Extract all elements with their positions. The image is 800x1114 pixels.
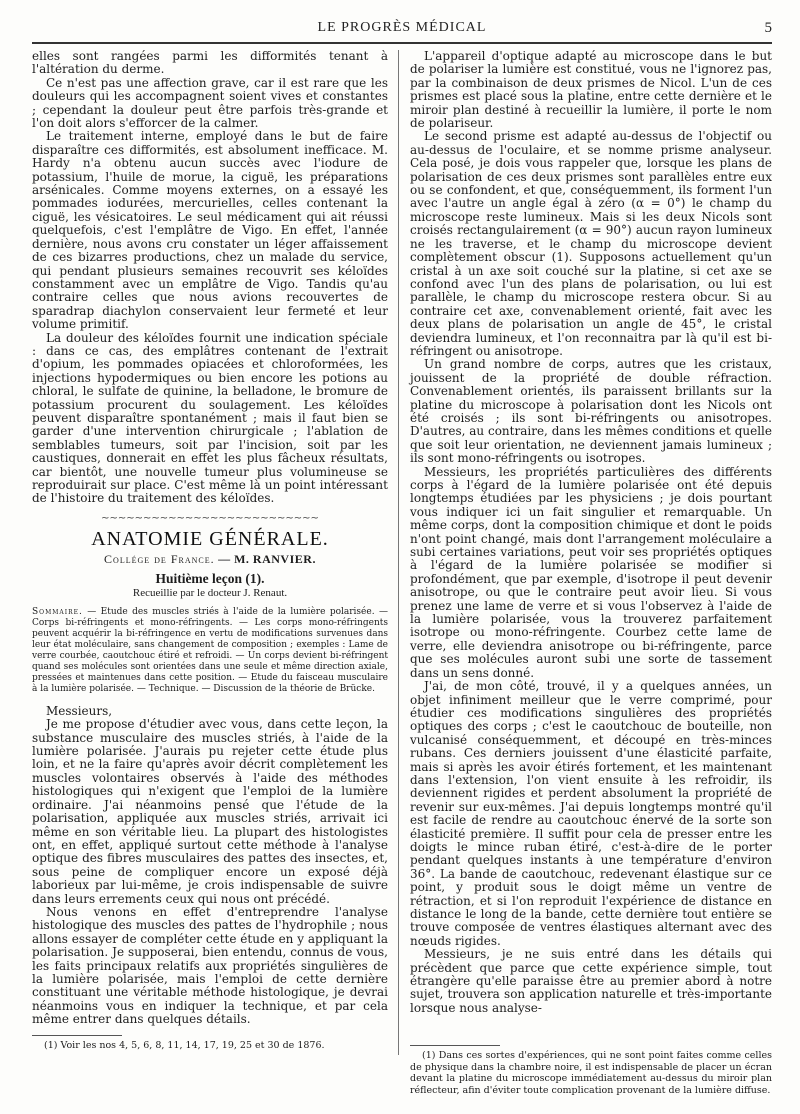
paragraph: Un grand nombre de corps, autres que les cristaux, jouissent de la propriété de double réfraction. Convenablement orientés, ils paraissent brillants sur la platine du microscope à polarisation dont les Nicols ont été croisés ; ils sont bi-réfringents ou anisotropes. D'autres, au contraire, dans les mêmes conditions et quelle que soit leur orientation, ne deviennent jamais lumineux ; ils sont mono-réfringents ou isotropes. bbox=[410, 357, 772, 466]
footnote: (1) Voir les nos 4, 5, 6, 8, 11, 14, 17, 19, 25 et 30 de 1876. bbox=[44, 1039, 325, 1051]
paragraph: Nous venons en effet d'entreprendre l'analyse histologique des muscles des pattes de l'hydrophile ; nous allons essayer de compléter cette étude en y appliquant la polarisation. Je supposerai, bien entendu, connus de vous, les faits principaux relatifs aux propriétés singulières de la lumière polarisée, mais l'emploi de cette dernière constituant une véritable méthode histologique, je devrai néanmoins vous en indiquer la technique, et par cela même entrer dans quelques détails. bbox=[32, 904, 388, 1027]
running-title: LE PROGRÈS MÉDICAL bbox=[317, 20, 487, 35]
right-column bbox=[410, 50, 772, 1096]
paragraph: L'appareil d'optique adapté au microscope dans le but de polariser la lumière est constitué, vous ne l'ignorez pas, par la combinaison de deux prismes de Nicol. L'un de ces prismes est placé sous la platine, entre cette dernière et le miroir plan destiné à recueillir la lumière, il porte le nom de polariseur. bbox=[410, 49, 772, 131]
summary-label: Sommaire. bbox=[32, 606, 83, 617]
professor-name: — M. RANVIER. bbox=[218, 551, 316, 566]
paragraph: Le second prisme est adapté au-dessus de l'objectif ou au-dessus de l'oculaire, et se nomme prisme analyseur. Cela posé, je dois vous rappeler que, lorsque les plans de polarisation de ces deux prismes sont parallèles entre eux ou se confondent, et que, conséquemment, ils forment l'un avec l'autre un angle égal à zéro (α = 0°) le champ du microscope reste lumineux. Mais si les deux Nicols sont croisés rectangulairement (α = 90°) aucun rayon lumineux ne les traverse, et le champ du microscope devient complètement obscur (1). Supposons actuellement qu'un cristal à un axe soit couché sur la platine, si cet axe se confond avec l'un des plans de polarisation, ou lui est parallèle, le champ du microscope restera obcur. Si au contraire cet axe, convenablement orienté, fait avec les deux plans de polarisation un angle de 45°, le cristal deviendra lumineux, et l'on reconnaitra par là qu'il est bi-réfringent ou anisotrope. bbox=[410, 129, 772, 358]
paragraph: Ce n'est pas une affection grave, car il est rare que les douleurs qui les accompagnent soient vives et constantes ; cependant la douleur peut être parfois très-grande et l'on doit alors s'efforcer de la calmer. bbox=[32, 75, 388, 131]
paragraph: J'ai, de mon côté, trouvé, il y a quelques années, un objet infiniment meilleur que le verre comprimé, pour étudier ces modifications singulières des propriétés optiques des corps ; c'est le caoutchouc de bouteille, non vulcanisé conséquemment, et découpé en très-minces rubans. Ces derniers jouissent d'une élasticité parfaite, mais si après les avoir étirés fortement, et les maintenant dans l'extension, l'on vient ensuite à les refroidir, ils deviennent rigides et perdent absolument la propriété de revenir sur eux-mêmes. J'ai depuis longtemps montré qu'il est facile de rendre au caoutchouc énervé de la sorte son élasticité première. Il suffit pour cela de presser entre les doigts le mince ruban étiré, c'est-à-dire de le porter pendant quelques instants à une température d'environ 36°. La bande de caoutchouc, redevenant élastique sur ce point, y produit sous le doigt même un ventre de rétraction, et si l'on reproduit l'expérience de distance en distance le long de la bande, cette dernière tout entière se trouve composée de ventres élastiques alternant avec des nœuds rigides. bbox=[410, 679, 772, 948]
footnote-rule bbox=[410, 1045, 500, 1046]
summary-text: — Etude des muscles striés à l'aide de la lumière polarisée. — Corps bi-réfringents et mono-réfringents. — Les corps mono-réfringents peuvent acquérir la bi-réfringence en vertu de modifications survenues dans leur état moléculaire, sans changement de composition ; exemples : Lame de verre courbée, caoutchouc étiré et refroidi. — Un corps devient bi-réfringent quand ses molécules sont orientées dans une seule et même direction axiale, pressées et maintenues dans cette position. — Etude du faisceau musculaire à la lumière polarisée. — Technique. — Discussion de la théorie de Brücke. bbox=[32, 606, 388, 694]
paragraph: Messieurs, les propriétés particulières des différents corps à l'égard de la lumière polarisée ont été depuis longtemps étudiées par les physiciens ; je dois pourtant vous indiquer ici un fait singulier et remarquable. Un même corps, dont la composition chimique et dont le poids n'ont point changé, mais dont l'arrangement moléculaire a subi certaines variations, peut voir ses propriétés optiques à l'égard de la lumière polarisée se modifier si profondément, que par exemple, d'isotrope il peut devenir anisotrope, ou que le contraire peut avoir lieu. Si vous prenez une lame de verre et si vous l'observez à l'aide de la lumière polarisée, vous la trouverez parfaitement isotrope ou mono-réfringente. Courbez cette lame de verre, elle deviendra anisotrope ou bi-réfringente, parce que ses molécules auront subi une sorte de tassement dans un sens donné. bbox=[410, 464, 772, 680]
section-title: ANATOMIE GÉNÉRALE. bbox=[91, 528, 329, 551]
ornamental-divider: ~~~~~~~~~~~~~~~~~~~~~~~~~~ bbox=[101, 512, 319, 524]
footnote: (1) Dans ces sortes d'expériences, qui ne sont point faites comme celles de physique dans la chambre noire, il est indispensable de placer un écran devant la platine du microscope immédiatement au-dessus du miroir plan réflecteur, afin d'éviter toute complication provenant de la lumière diffuse. bbox=[410, 1050, 772, 1096]
section-subtitle bbox=[32, 553, 388, 566]
paragraph: Le traitement interne, employé dans le but de faire disparaître ces difformités, est absolument inefficace. M. Hardy n'a obtenu aucun succès avec l'iodure de potassium, l'huile de morue, la ciguë, les préparations arsénicales. Comme moyens externes, on a essayé les pommades iodurées, mercurielles, celles contenant la ciguë, les vésicatoires. Le seul médicament qui ait réussi quelquefois, c'est l'emplâtre de Vigo. En effet, l'année dernière, nous avons cru constater un léger affaissement de ces bizarres productions, chez un malade du service, qui pendant plusieurs semaines recouvrit ses kéloïdes constamment avec un emplâtre de Vigo. Tandis qu'au contraire celles que nous avions recouvertes de sparadrap diachylon conservaient leur fermeté et leur volume primitif. bbox=[32, 129, 388, 332]
lecture-title: Huitième leçon (1). bbox=[155, 571, 265, 587]
college-name: Collége de France. bbox=[104, 551, 215, 566]
lecture-summary bbox=[32, 607, 388, 695]
footnote-rule bbox=[32, 1035, 122, 1036]
header-rule bbox=[32, 42, 772, 44]
paragraph: Messieurs, je ne suis entré dans les détails qui précèdent que parce que cette expérience simple, tout étrangère qu'elle paraisse être au premier abord à notre sujet, trouvera son application naturelle et très-importante lorsque nous analyse- bbox=[410, 947, 772, 1015]
recorded-by: Recueillie par le docteur J. Renaut. bbox=[132, 587, 288, 600]
salutation: Messieurs, bbox=[46, 703, 113, 718]
column-divider bbox=[398, 50, 399, 1055]
paragraph: Je me propose d'étudier avec vous, dans cette leçon, la substance musculaire des muscles striés, à l'aide de la lumière polarisée. J'aurais pu rejeter cette étude plus loin, et ne la faire qu'après avoir décrit complètement les muscles volontaires observés à l'aide des méthodes histologiques qui n'exigent que l'emploi de la lumière ordinaire. J'ai néanmoins pensé que l'étude de la polarisation, appliquée aux muscles striés, arrivait ici même en son véritable lieu. La plupart des histologistes ont, en effet, appliqué surtout cette méthode à l'analyse optique des fibres musculaires des pattes des insectes, et, sous peine de compliquer encore un exposé déjà laborieux par lui-même, je crois indispensable de suivre dans leurs errements ceux qui nous ont précédé. bbox=[32, 717, 388, 906]
paragraph: La douleur des kéloïdes fournit une indication spéciale : dans ce cas, des emplâtres contenant de l'extrait d'opium, les pommades opiacées et chloroformées, les injections hypodermiques ou bien encore les potions au chloral, le sulfate de quinine, la belladone, le bromure de potassium procurent du soulagement. Les kéloïdes peuvent disparaître spontanément ; mais il faut bien se garder d'une intervention chirurgicale ; l'ablation de semblables tumeurs, soit par l'incision, soit par les caustiques, donnerait en effet les plus fâcheux résultats, car bientôt, une nouvelle tumeur plus volumineuse se reproduirait sur place. C'est même là un point intéressant de l'histoire du traitement des kéloïdes. bbox=[32, 330, 388, 506]
left-column bbox=[32, 50, 388, 1051]
paragraph: elles sont rangées parmi les difformités tenant à l'altération du derme. bbox=[32, 49, 388, 77]
page-header bbox=[32, 20, 772, 42]
page-number: 5 bbox=[764, 20, 772, 36]
